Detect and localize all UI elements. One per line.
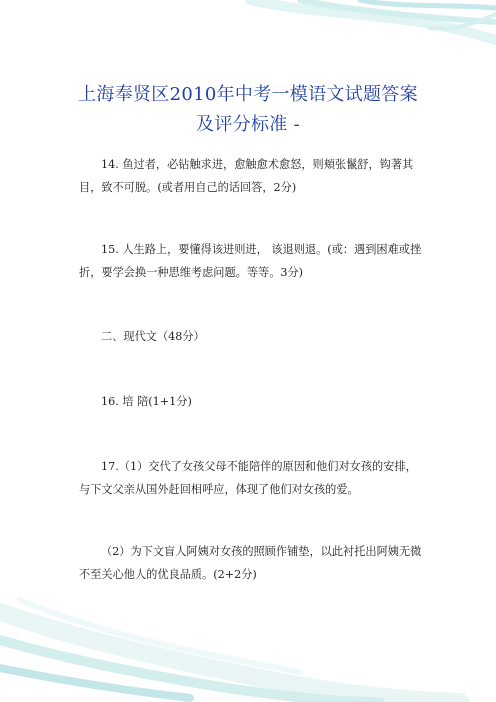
answer-paragraph-14 xyxy=(79,153,427,199)
answer-paragraph-16 xyxy=(79,390,427,413)
top-right-wave-decoration xyxy=(250,0,496,40)
answer-paragraph-15 xyxy=(79,238,427,284)
answer-16-text: 16. 培 陪(1+1分) xyxy=(101,395,192,408)
bottom-left-wave-decoration xyxy=(0,600,460,702)
section-heading-text: 二、现代文（48分） xyxy=(101,330,205,343)
answer-paragraph-17-1 xyxy=(79,455,427,501)
answer-14-text: 14. 鱼过者，必钻触求进，愈触愈术愈怒，则頬张鬣舒，钩著其目，致不可脱。(或者用自己的话回答，2分) xyxy=(79,158,414,194)
answer-17-1-text: 17.（1）交代了女孩父母不能陪伴的原因和他们对女孩的安排，与下文父亲从国外赶回相呼应，体现了他们对女孩的爱。 xyxy=(79,460,417,496)
document-title-line-2: 及评分标准 - xyxy=(196,114,300,135)
document-title-line-1: 上海奉贤区2010年中考一模语文试题答案 xyxy=(78,84,418,105)
answer-paragraph-17-2 xyxy=(79,540,427,586)
answer-15-text: 15. 人生路上，要懂得该进则进， 该退则退。(或：遇到困难或挫折，要学会换一种思维考虑问题。等等。3分) xyxy=(79,243,422,279)
section-heading-modern-text xyxy=(79,325,427,348)
answer-17-2-text: （2）为下文盲人阿姨对女孩的照顾作铺垫，以此衬托出阿姨无微不至关心他人的优良品质。(2+2分) xyxy=(79,545,422,581)
